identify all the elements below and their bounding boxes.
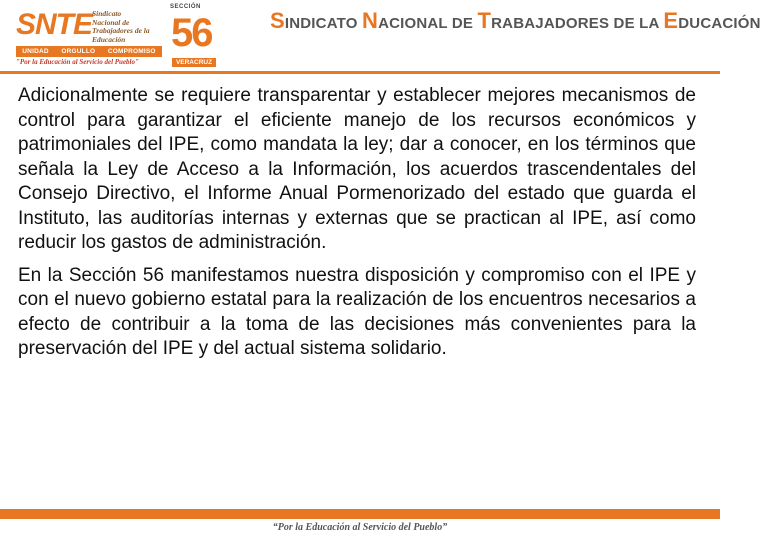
snte-value-unidad: UNIDAD <box>22 48 49 55</box>
org-title-rest: ACIONAL DE <box>378 15 478 32</box>
snte-logo-values-bar <box>16 46 162 57</box>
header-divider <box>0 71 720 74</box>
seccion-label: SECCIÓN <box>170 4 201 10</box>
org-title-rest: RABAJADORES DE LA <box>491 15 664 32</box>
paragraph-1: Adicionalmente se requiere transparentar y establecer mejores mecanismos de control para garantizar el eficiente manejo de los recursos económicos y patrimoniales del IPE, como mandata la ley; dar a conocer, en los términos que señala la Ley de Acceso a la Información, los acuerdos trascendentales del Consejo Directivo, el Informe Anual Pormenorizado del estado que guarda el Instituto, las auditorías internas y externas que se practican al IPE, así como reducir los gastos de administración. <box>18 85 696 253</box>
org-title-cap: S <box>270 8 285 33</box>
snte-logo-motto: "Por la Educación al Servicio del Pueblo" <box>16 58 139 66</box>
snte-value-compromiso: COMPROMISO <box>107 48 156 55</box>
snte-subtitle-line: Nacional de <box>92 17 130 27</box>
org-title-cap: E <box>663 8 679 33</box>
snte-subtitle-line: Trabajadores de la <box>92 26 150 35</box>
snte-value-orgullo: ORGULLO <box>61 48 96 55</box>
snte-subtitle-line: Sindicato <box>92 9 122 18</box>
snte-subtitle-line: Educación <box>92 34 126 44</box>
seccion-56-logo <box>170 4 218 68</box>
organization-title <box>270 8 761 34</box>
org-title-cap: T <box>477 8 492 33</box>
snte-logo <box>14 6 162 66</box>
seccion-state: VERACRUZ <box>172 58 216 67</box>
footer-divider <box>0 509 720 519</box>
seccion-number: 56 <box>171 11 212 55</box>
footer-motto: “Por la Educación al Servicio del Pueblo” <box>272 522 448 533</box>
page-header <box>0 0 761 75</box>
org-title-rest: DUCACIÓN <box>678 15 761 32</box>
document-body <box>18 84 696 370</box>
org-title-cap: N <box>361 8 379 33</box>
paragraph-2: En la Sección 56 manifestamos nuestra disposición y compromiso con el IPE y con el nuevo gobierno estatal para la realización de los encuentros necesarios a efecto de contribuir a la toma de las decisiones más convenientes para la preservación del IPE y del actual sistema solidario. <box>18 264 696 359</box>
org-title-rest: INDICATO <box>284 15 362 32</box>
snte-logo-subtitle <box>92 10 164 44</box>
snte-logo-word: SNTE <box>16 8 93 41</box>
